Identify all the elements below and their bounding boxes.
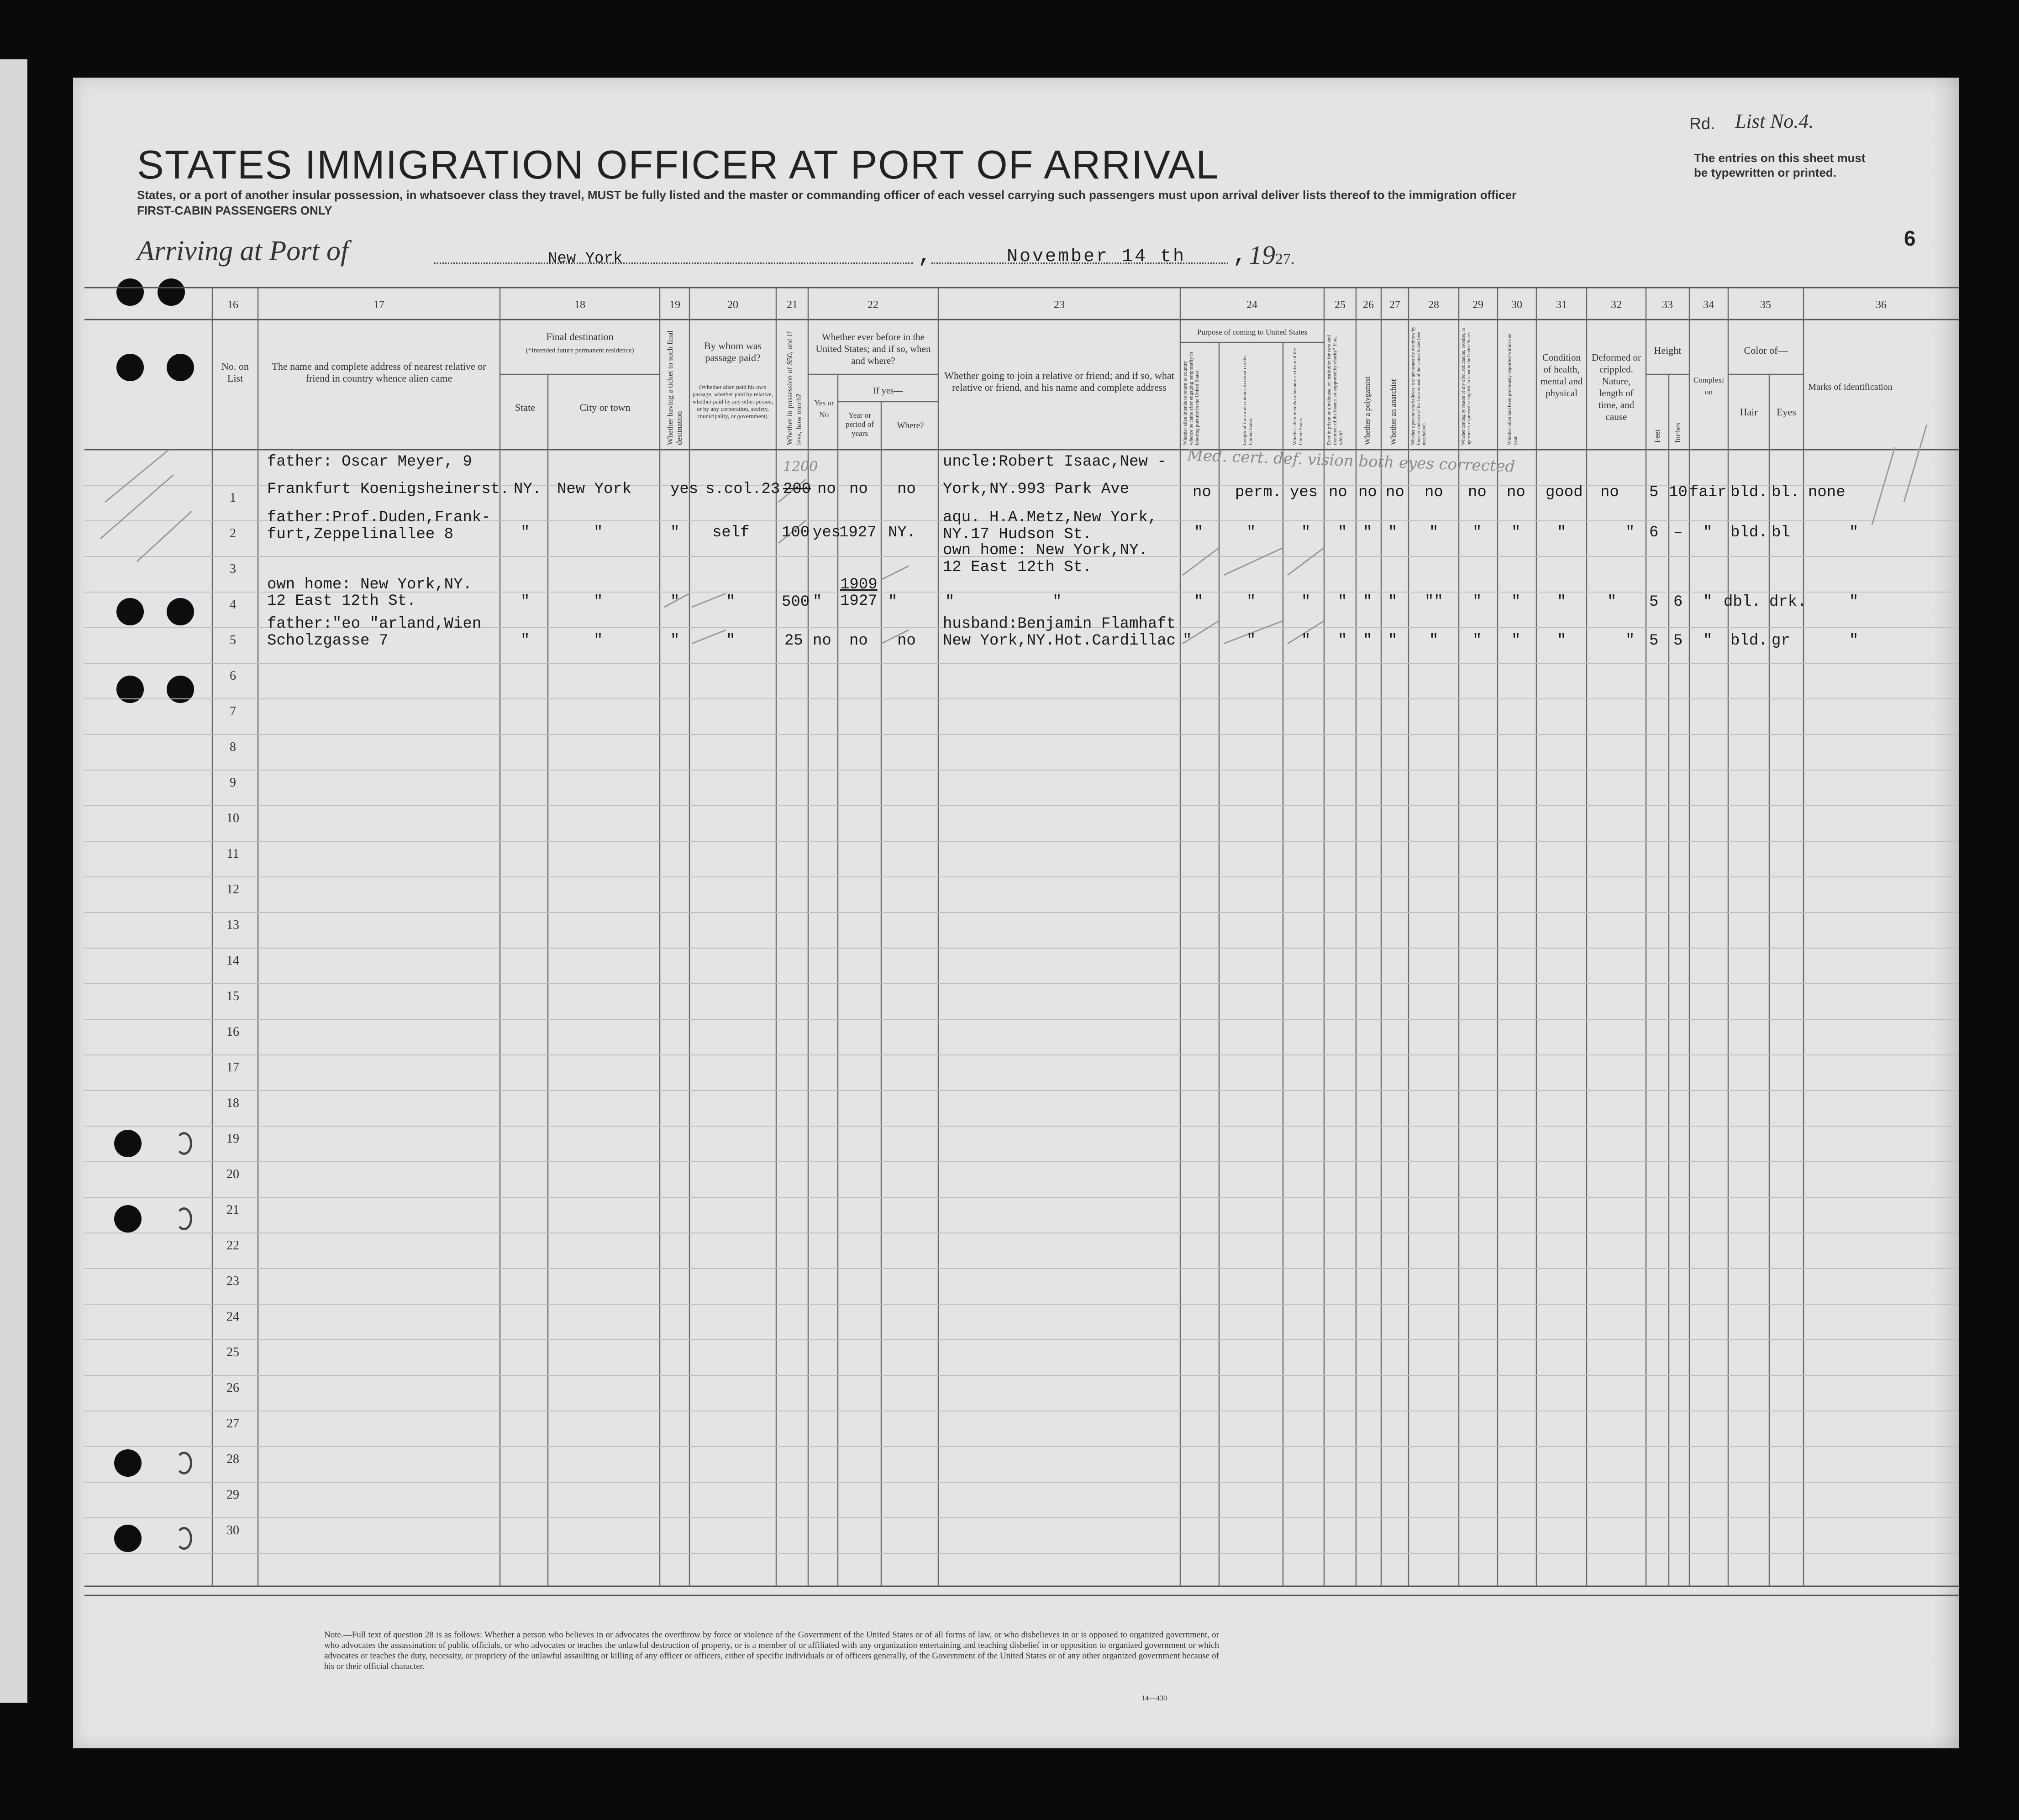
- join-line2: ": [1052, 593, 1062, 611]
- row-number: 23: [226, 1274, 239, 1288]
- comma: ,: [1233, 242, 1247, 269]
- instructions-line: be typewritten or printed.: [1694, 166, 1837, 179]
- header-overthrow: Whether a person who believes in or advocates the overthrow by force or violence of the Government of the United States (See note below): [1411, 326, 1427, 445]
- city: ": [594, 524, 603, 541]
- length-of-stay: perm.: [1235, 484, 1282, 501]
- money: 100: [782, 524, 810, 541]
- row-number: 5: [230, 633, 236, 647]
- deformed: ": [1625, 524, 1635, 541]
- height-inches: 10: [1669, 484, 1688, 501]
- state: ": [521, 593, 530, 611]
- ticket: ": [670, 593, 680, 611]
- eyes: bl: [1772, 524, 1790, 541]
- relative-line2: 12 East 12th St.: [267, 593, 416, 610]
- row-number: 27: [226, 1416, 239, 1431]
- marks: none: [1808, 484, 1845, 501]
- subtitle-line: States, or a port of another insular possession, in whatsoever class they travel, MUST be fully listed and the master or commanding officer of each vessel carrying such passengers must upon arrival deliver lists thereof to the immigration officer: [137, 188, 1517, 202]
- rd-label: Rd.: [1689, 114, 1715, 133]
- row-number: 25: [226, 1345, 239, 1359]
- complexion: ": [1703, 632, 1713, 650]
- join-line1: own home: New York,NY.: [943, 542, 1148, 559]
- length-of-stay: ": [1246, 593, 1256, 611]
- header-yes-or-no: Yes or No: [814, 399, 834, 419]
- before-in-us: yes: [813, 524, 841, 541]
- health: good: [1546, 484, 1583, 501]
- deformed: ": [1625, 632, 1635, 650]
- deformed: ": [1607, 593, 1617, 611]
- relative-line2: furt,Zeppelinallee 8: [267, 526, 454, 543]
- sheet-number: 6: [1904, 226, 1916, 250]
- health: ": [1557, 632, 1567, 650]
- years: no: [849, 632, 868, 650]
- city: ": [594, 593, 603, 611]
- header-relative: The name and complete address of nearest relative or friend in country whence alien came: [272, 361, 486, 384]
- row-number: 4: [230, 598, 236, 612]
- years: 1927: [839, 524, 877, 541]
- header-purpose: Purpose of coming to United States: [1197, 328, 1308, 336]
- header-color: Color of—: [1744, 345, 1788, 356]
- anarchist: ": [1388, 632, 1398, 650]
- row-number: 8: [230, 740, 236, 754]
- column-number: 27: [1389, 299, 1400, 311]
- row-number: 24: [226, 1310, 239, 1324]
- height-inches: –: [1673, 524, 1683, 541]
- complexion: fair: [1689, 484, 1727, 501]
- height-feet: 5: [1649, 593, 1659, 611]
- row-number: 2: [230, 526, 236, 540]
- hair: dbl.: [1724, 593, 1761, 611]
- height-feet: 5: [1649, 484, 1659, 501]
- contract-labor: ": [1472, 632, 1482, 650]
- row-number: 13: [226, 918, 239, 932]
- deported: ": [1511, 524, 1521, 541]
- join-line2: York,NY.993 Park Ave: [943, 481, 1130, 498]
- height-inches: 5: [1673, 632, 1683, 650]
- join-line1: uncle:Robert Isaac,New -: [943, 453, 1167, 471]
- header-if-yes: If yes—: [873, 386, 903, 396]
- city: New York: [557, 481, 632, 498]
- date-value: November 14 th: [1007, 247, 1186, 267]
- years-line1: 1909: [840, 576, 878, 593]
- header-eyes: Eyes: [1777, 406, 1796, 418]
- header-inches: Inches: [1673, 422, 1682, 443]
- header-hair: Hair: [1740, 406, 1758, 418]
- money: 500: [782, 593, 810, 611]
- header-join-relative: Whether going to join a relative or friend; and if so, what relative or friend, and his name and complete address: [944, 370, 1174, 393]
- contract-labor: ": [1472, 593, 1482, 611]
- state: ": [521, 632, 530, 650]
- instructions-line: The entries on this sheet must: [1694, 151, 1866, 165]
- ticket: ": [670, 524, 680, 541]
- anarchist: ": [1388, 593, 1398, 611]
- before-in-us: no: [817, 481, 836, 498]
- port-value: New York: [548, 250, 623, 267]
- polygamist: ": [1363, 593, 1372, 611]
- ticket: ": [670, 632, 680, 650]
- polygamist: ": [1363, 524, 1372, 541]
- row-number: 9: [230, 776, 236, 790]
- relative-line1: own home: New York,NY.: [267, 576, 472, 593]
- deported: no: [1507, 484, 1525, 501]
- eyes: gr: [1772, 632, 1790, 650]
- polygamist: ": [1363, 632, 1372, 650]
- row-number: 20: [226, 1167, 239, 1181]
- where: no: [897, 632, 916, 650]
- row-number: 22: [226, 1238, 239, 1253]
- column-number: 23: [1054, 299, 1065, 311]
- column-number: 26: [1363, 299, 1374, 311]
- header-deported: Whether alien had been previously deported within one year: [1507, 333, 1518, 445]
- prison: ": [1338, 524, 1347, 541]
- relative-line1: father:"eo "arland,Wien: [267, 615, 482, 633]
- row-number: 21: [226, 1203, 239, 1217]
- row-number: 26: [226, 1381, 239, 1395]
- years-line2: 1927: [840, 593, 878, 610]
- row-number: 11: [226, 847, 239, 861]
- column-number: 19: [669, 299, 680, 311]
- deformed: no: [1600, 484, 1619, 501]
- contract-labor: no: [1468, 484, 1487, 501]
- column-number: 22: [868, 299, 878, 311]
- state: NY.: [514, 481, 542, 498]
- citizen-intent: ": [1301, 524, 1311, 541]
- relative-line2: Frankfurt Koenigsheinerst.: [267, 481, 510, 498]
- paid-by: s.col.23: [705, 481, 780, 498]
- column-number: 31: [1556, 299, 1567, 311]
- handwritten-money: 1200: [783, 459, 818, 475]
- row-number: 15: [226, 989, 239, 1003]
- length-of-stay: ": [1246, 632, 1256, 650]
- return-intent: ": [1194, 524, 1204, 541]
- header-citizen-intent: Whether alien intends to become a citizen of the United States: [1292, 348, 1304, 445]
- money: 200: [783, 481, 811, 498]
- list-number: List No.4.: [1735, 110, 1814, 132]
- contract-labor: ": [1472, 524, 1482, 541]
- column-number: 20: [727, 299, 738, 311]
- marks: ": [1849, 632, 1859, 650]
- deported: ": [1511, 593, 1521, 611]
- header-no-on-list: No. on List: [221, 361, 249, 384]
- overthrow: ": [1429, 524, 1439, 541]
- header-city: City or town: [579, 402, 631, 413]
- row-number: 3: [230, 562, 236, 576]
- join-line1: ": [945, 593, 955, 611]
- column-number: 29: [1472, 299, 1483, 311]
- health: ": [1557, 524, 1567, 541]
- prison: ": [1338, 593, 1347, 611]
- return-intent: ": [1183, 632, 1192, 650]
- form-code: 14—430: [1141, 1694, 1167, 1702]
- where: no: [897, 481, 916, 498]
- header-years: Year or period of years: [846, 411, 874, 438]
- height-inches: 6: [1673, 593, 1683, 611]
- header-return-intent: Whether alien intends to return to country whence he came after engaging temporarily in laboring pursuits in the United States: [1183, 351, 1200, 445]
- column-number: 24: [1246, 299, 1257, 311]
- header-complexion: Complexion: [1693, 376, 1725, 396]
- ticket: yes: [670, 481, 699, 498]
- relative-line1: father:Prof.Duden,Frank-: [267, 509, 491, 526]
- header-feet: Feet: [1653, 429, 1661, 443]
- row-number: 16: [226, 1025, 239, 1039]
- where: NY.: [888, 524, 916, 541]
- overthrow: no: [1425, 484, 1443, 501]
- subtitle-line: FIRST-CABIN PASSENGERS ONLY: [137, 204, 332, 217]
- height-feet: 6: [1649, 524, 1659, 541]
- header-passage-paid: By whom was passage paid?: [704, 340, 762, 363]
- handwritten-annotation: Med. cert. def. vision both eyes corrected: [1187, 446, 1515, 476]
- header-money: Whether in possession of $50, and if less, how much?: [785, 331, 803, 445]
- arriving-label: Arriving at Port of: [137, 236, 349, 267]
- header-anarchist: Whether an anarchist: [1389, 379, 1398, 445]
- column-number: 18: [574, 299, 585, 311]
- deported: ": [1511, 632, 1521, 650]
- marks: ": [1849, 593, 1859, 611]
- row-number: 29: [226, 1488, 239, 1502]
- column-number: 33: [1662, 299, 1673, 311]
- row-number: 19: [226, 1132, 239, 1146]
- column-number: 35: [1760, 299, 1771, 311]
- relative-line2: Scholzgasse 7: [267, 632, 389, 650]
- eyes: drk.: [1769, 593, 1807, 611]
- footnote: Note.—Full text of question 28 is as follows: Whether a person who believes in or advocates the overthrow by force or violence of the Government of the United States or of all forms of law, or who disbelieves in or is opposed to organized government, or who advocates the assassination of public officials, or who advocates or teaches the unlawful destruction of property, or is a member of or affiliated with any organization entertaining and teaching disbelief in or opposition to organized government or which advocates or teaches the duty, necessity, or propriety of the unlawful assaulting or killing of any officer or officers, either of specific individuals or of officers generally, of the Government of the United States or of any other organized government because of his or their official character.: [324, 1630, 1219, 1671]
- row-number: 10: [226, 811, 239, 825]
- column-number: 30: [1511, 299, 1522, 311]
- row-number: 14: [226, 954, 239, 968]
- header-health: Condition of health, mental and physical: [1540, 352, 1583, 399]
- row-number: 1: [230, 491, 236, 505]
- header-polygamist: Whether a polygamist: [1363, 376, 1372, 445]
- citizen-intent: ": [1301, 632, 1311, 650]
- header-state: State: [515, 402, 535, 413]
- column-number: 17: [373, 299, 384, 311]
- anarchist: ": [1388, 524, 1398, 541]
- column-number: 32: [1611, 299, 1622, 311]
- hair: bld.: [1730, 484, 1768, 501]
- column-number: 28: [1428, 299, 1439, 311]
- paid-by: ": [726, 632, 736, 650]
- marks: ": [1849, 524, 1859, 541]
- return-intent: no: [1193, 484, 1211, 501]
- header-final-destination: Final destination: [546, 331, 614, 342]
- row-number: 12: [226, 882, 239, 897]
- header-prison: Ever in prison or almshouse, or institution for care and treatment of the insane, or supported by charity? If so, which?: [1326, 335, 1344, 445]
- height-feet: 5: [1649, 632, 1659, 650]
- polygamist: no: [1358, 484, 1377, 501]
- row-number: 28: [226, 1452, 239, 1466]
- join-line2: New York,NY.Hot.Cardillac: [943, 632, 1176, 650]
- health: ": [1557, 593, 1567, 611]
- column-number: 16: [227, 299, 238, 311]
- hair: bld.: [1730, 524, 1768, 541]
- overthrow: "": [1425, 593, 1443, 611]
- join-line2: NY.17 Hudson St.: [943, 526, 1092, 543]
- column-number: 36: [1876, 299, 1887, 311]
- prison: ": [1338, 632, 1347, 650]
- length-of-stay: ": [1246, 524, 1256, 541]
- prison: no: [1329, 484, 1347, 501]
- money: 25: [784, 632, 803, 650]
- header-before-in-us: Whether ever before in the United States; and if so, when and where?: [815, 331, 931, 366]
- state: ": [521, 524, 530, 541]
- return-intent: ": [1194, 593, 1204, 611]
- row-number: 30: [226, 1523, 239, 1537]
- where: ": [888, 593, 898, 611]
- comma: ,: [918, 242, 932, 269]
- header-height: Height: [1654, 345, 1682, 356]
- eyes: bl.: [1772, 484, 1800, 501]
- header-contract-labor: Whether coming by reason of any offer, solicitation, promise, or agreement, expressed or implied, to labor in the United States: [1461, 327, 1472, 445]
- paid-by: self: [712, 524, 750, 541]
- join-line1: aqu. H.A.Metz,New York,: [943, 509, 1157, 526]
- join-line1: husband:Benjamin Flamhaft: [943, 615, 1176, 633]
- city: ": [594, 632, 603, 650]
- anarchist: no: [1386, 484, 1404, 501]
- header-final-destination-note: (*Intended future permanent residence): [526, 347, 634, 354]
- before-in-us: ": [813, 593, 822, 611]
- before-in-us: no: [813, 632, 831, 650]
- relative-line1: father: Oscar Meyer, 9: [267, 453, 472, 471]
- header-length-of-stay: Length of time alien intends to remain in the United States: [1242, 355, 1253, 445]
- years: no: [849, 481, 868, 498]
- column-number: 21: [787, 299, 798, 311]
- hair: bld.: [1730, 632, 1768, 650]
- form-title: STATES IMMIGRATION OFFICER AT PORT OF ARRIVAL: [137, 142, 1220, 187]
- citizen-intent: yes: [1290, 484, 1318, 501]
- column-number: 25: [1335, 299, 1346, 311]
- row-number: 17: [226, 1060, 239, 1075]
- row-number: 7: [230, 704, 236, 719]
- complexion: ": [1703, 524, 1713, 541]
- header-ticket: Whether having a ticket to such final destination: [666, 330, 684, 445]
- overthrow: ": [1429, 632, 1439, 650]
- column-number: 34: [1703, 299, 1714, 311]
- header-passage-paid-note: (Whether alien paid his own passage, whether paid by relative, whether paid by any other person, or by any corporation, society, municipality, or government): [692, 383, 773, 420]
- year-prefix: 19: [1249, 240, 1275, 270]
- paid-by: ": [726, 593, 736, 611]
- header-where: Where?: [897, 421, 924, 430]
- row-number: 6: [230, 669, 236, 683]
- header-marks: Marks of identification: [1808, 382, 1893, 392]
- row-number: 18: [226, 1096, 239, 1110]
- citizen-intent: ": [1301, 593, 1311, 611]
- join-line2: 12 East 12th St.: [943, 559, 1092, 576]
- complexion: ": [1703, 593, 1713, 611]
- header-deformed: Deformed or crippled. Nature, length of time, and cause: [1592, 352, 1641, 422]
- year-suffix: 27.: [1275, 251, 1295, 267]
